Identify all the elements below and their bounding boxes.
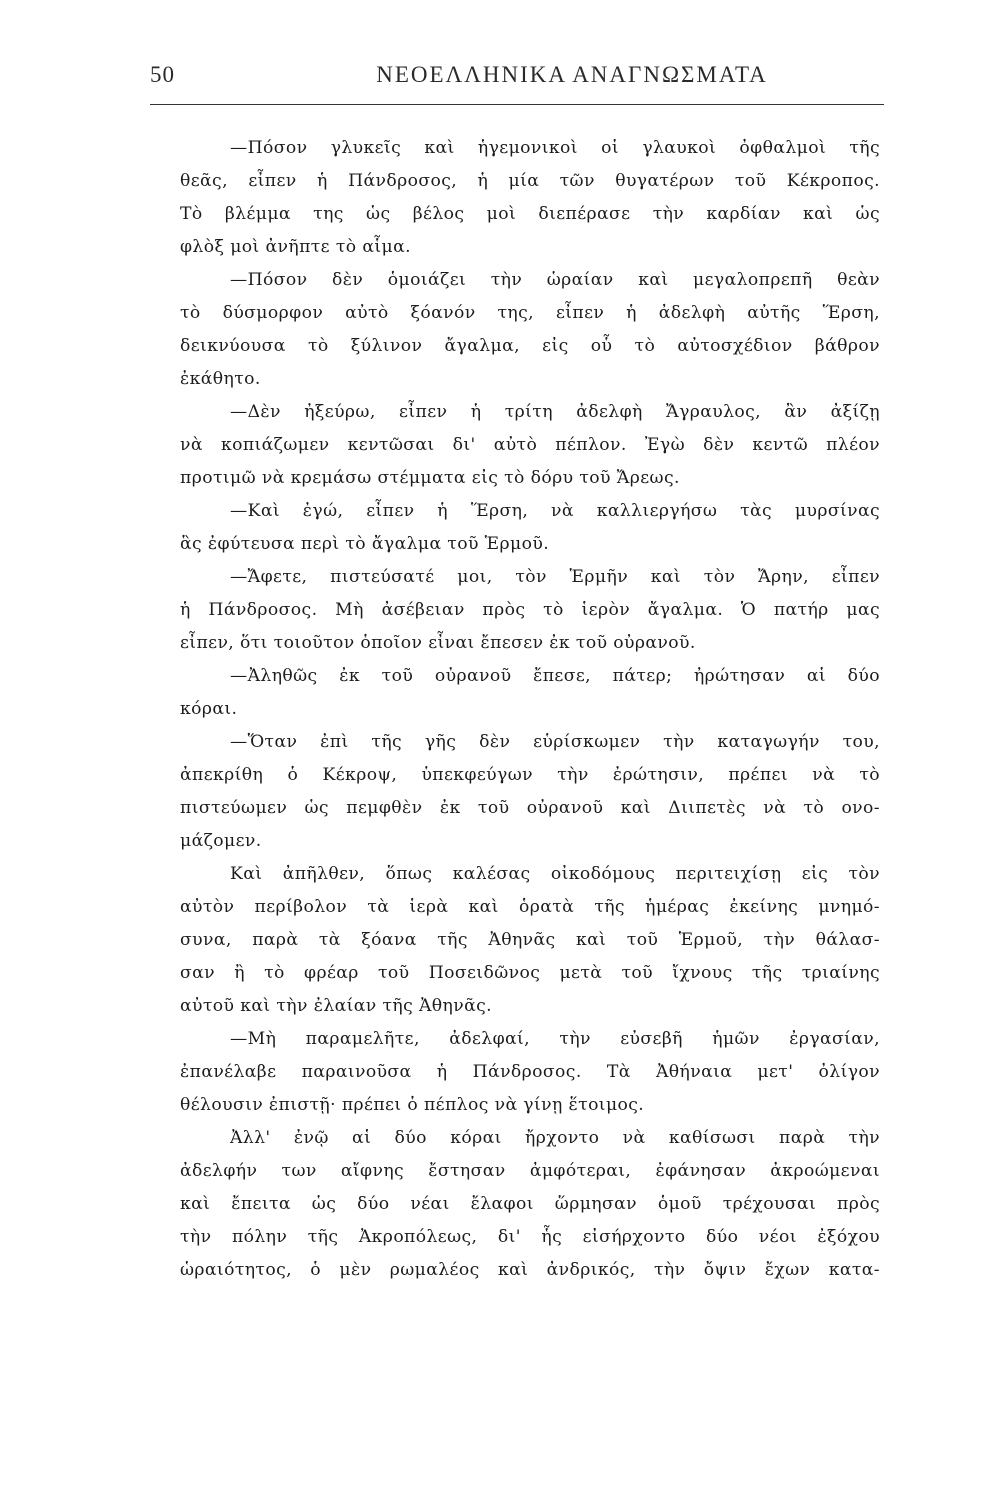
text-line: αὐτοῦ καὶ τὴν ἐλαίαν τῆς Ἀθηνᾶς. <box>180 996 492 1016</box>
text-line: θεᾶς, εἶπεν ἡ Πάνδροσος, ἡ μία τῶν θυγατέρων τοῦ Κέκροπος. <box>180 171 880 191</box>
text-line: συνα, παρὰ τὰ ξόανα τῆς Ἀθηνᾶς καὶ τοῦ Ἑρμοῦ, τὴν θάλασ- <box>180 930 880 950</box>
text-line: —Πόσον δὲν ὁμοιάζει τὴν ὡραίαν καὶ μεγαλοπρεπῆ θεὰν <box>230 270 880 290</box>
text-line: κόραι. <box>180 699 238 719</box>
text-line: Ἀλλ' ἐνῷ αἱ δύο κόραι ἤρχοντο νὰ καθίσωσι παρὰ τὴν <box>230 1128 880 1148</box>
text-line: εἶπεν, ὅτι τοιοῦτον ὁποῖον εἶναι ἔπεσεν ἐκ τοῦ οὐρανοῦ. <box>180 633 696 653</box>
text-line: ὡραιότητος, ὁ μὲν ρωμαλέος καὶ ἀνδρικός, τὴν ὄψιν ἔχων κατα- <box>180 1260 880 1280</box>
text-line: τὴν πόλην τῆς Ἀκροπόλεως, δι' ἧς εἰσήρχοντο δύο νέοι ἐξόχου <box>180 1227 880 1247</box>
text-line: —Δὲν ἠξεύρω, εἶπεν ἡ τρίτη ἀδελφὴ Ἄγραυλος, ἂν ἀξίζῃ <box>230 402 880 422</box>
text-line: Τὸ βλέμμα της ὡς βέλος μοὶ διεπέρασε τὴν καρδίαν καὶ ὡς <box>180 204 880 224</box>
text-line: ἃς ἐφύτευσα περὶ τὸ ἄγαλμα τοῦ Ἑρμοῦ. <box>180 534 550 554</box>
text-line: δεικνύουσα τὸ ξύλινον ἄγαλμα, εἰς οὗ τὸ αὐτοσχέδιον βάθρον <box>180 336 880 356</box>
header-rule <box>150 104 884 105</box>
text-line: θέλουσιν ἐπιστῇ· πρέπει ὁ πέπλος νὰ γίνῃ ἕτοιμος. <box>180 1095 645 1115</box>
text-line: πιστεύωμεν ὡς πεμφθὲν ἐκ τοῦ οὐρανοῦ καὶ Διιπετὲς νὰ τὸ ονο- <box>180 798 880 818</box>
text-line: —Μὴ παραμελῆτε, ἀδελφαί, τὴν εὐσεβῆ ἡμῶν ἐργασίαν, <box>230 1029 880 1049</box>
text-line: τὸ δύσμορφον αὐτὸ ξόανόν της, εἶπεν ἡ ἀδελφὴ αὐτῆς Ἕρση, <box>180 303 880 323</box>
text-line: —Ὅταν ἐπὶ τῆς γῆς δὲν εὑρίσκωμεν τὴν καταγωγήν του, <box>230 732 880 752</box>
text-line: ἀδελφήν των αἴφνης ἔστησαν ἀμφότεραι, ἐφάνησαν ἀκροώμεναι <box>180 1161 880 1181</box>
text-line: Καὶ ἀπῆλθεν, ὅπως καλέσας οἰκοδόμους περιτειχίσῃ εἰς τὸν <box>230 864 880 884</box>
text-line: —Καὶ ἐγώ, εἶπεν ἡ Ἕρση, νὰ καλλιεργήσω τὰς μυρσίνας <box>230 501 880 521</box>
text-line: ἡ Πάνδροσος. Μὴ ἀσέβειαν πρὸς τὸ ἱερὸν ἄγαλμα. Ὁ πατήρ μας <box>180 600 880 620</box>
page-header <box>148 60 886 100</box>
text-line: μάζομεν. <box>180 831 262 851</box>
text-line: σαν ἢ τὸ φρέαρ τοῦ Ποσειδῶνος μετὰ τοῦ ἴχνους τῆς τριαίνης <box>180 963 880 983</box>
running-title: ΝΕΟΕΛΛΗΝΙΚΑ ΑΝΑΓΝΩΣΜΑΤΑ <box>376 62 768 87</box>
text-line: —Ἀληθῶς ἐκ τοῦ οὐρανοῦ ἔπεσε, πάτερ; ἠρώτησαν αἱ δύο <box>230 666 880 686</box>
text-line: καὶ ἔπειτα ὡς δύο νέαι ἔλαφοι ὥρμησαν ὁμοῦ τρέχουσαι πρὸς <box>180 1194 880 1214</box>
text-line: αὐτὸν περίβολον τὰ ἱερὰ καὶ ὁρατὰ τῆς ἡμέρας ἐκείνης μνημό- <box>180 897 880 917</box>
text-line: προτιμῶ νὰ κρεμάσω στέμματα εἰς τὸ δόρυ τοῦ Ἄρεως. <box>180 468 680 488</box>
text-line: —Πόσον γλυκεῖς καὶ ἡγεμονικοὶ οἱ γλαυκοὶ ὀφθαλμοὶ τῆς <box>230 138 880 158</box>
page-number: 50 <box>150 62 175 87</box>
text-line: ἐκάθητο. <box>180 369 261 389</box>
text-line: ἀπεκρίθη ὁ Κέκροψ, ὑπεκφεύγων τὴν ἐρώτησιν, πρέπει νὰ τὸ <box>180 765 880 785</box>
text-line: νὰ κοπιάζωμεν κεντῶσαι δι' αὐτὸ πέπλον. Ἐγὼ δὲν κεντῶ πλέον <box>180 435 880 455</box>
text-line: —Ἄφετε, πιστεύσατέ μοι, τὸν Ἑρμῆν καὶ τὸν Ἄρην, εἶπεν <box>230 567 880 587</box>
text-line: ἐπανέλαβε παραινοῦσα ἡ Πάνδροσος. Τὰ Ἀθήναια μετ' ὀλίγον <box>180 1062 880 1082</box>
text-line: φλὸξ μοὶ ἀνῆπτε τὸ αἷμα. <box>180 237 411 257</box>
